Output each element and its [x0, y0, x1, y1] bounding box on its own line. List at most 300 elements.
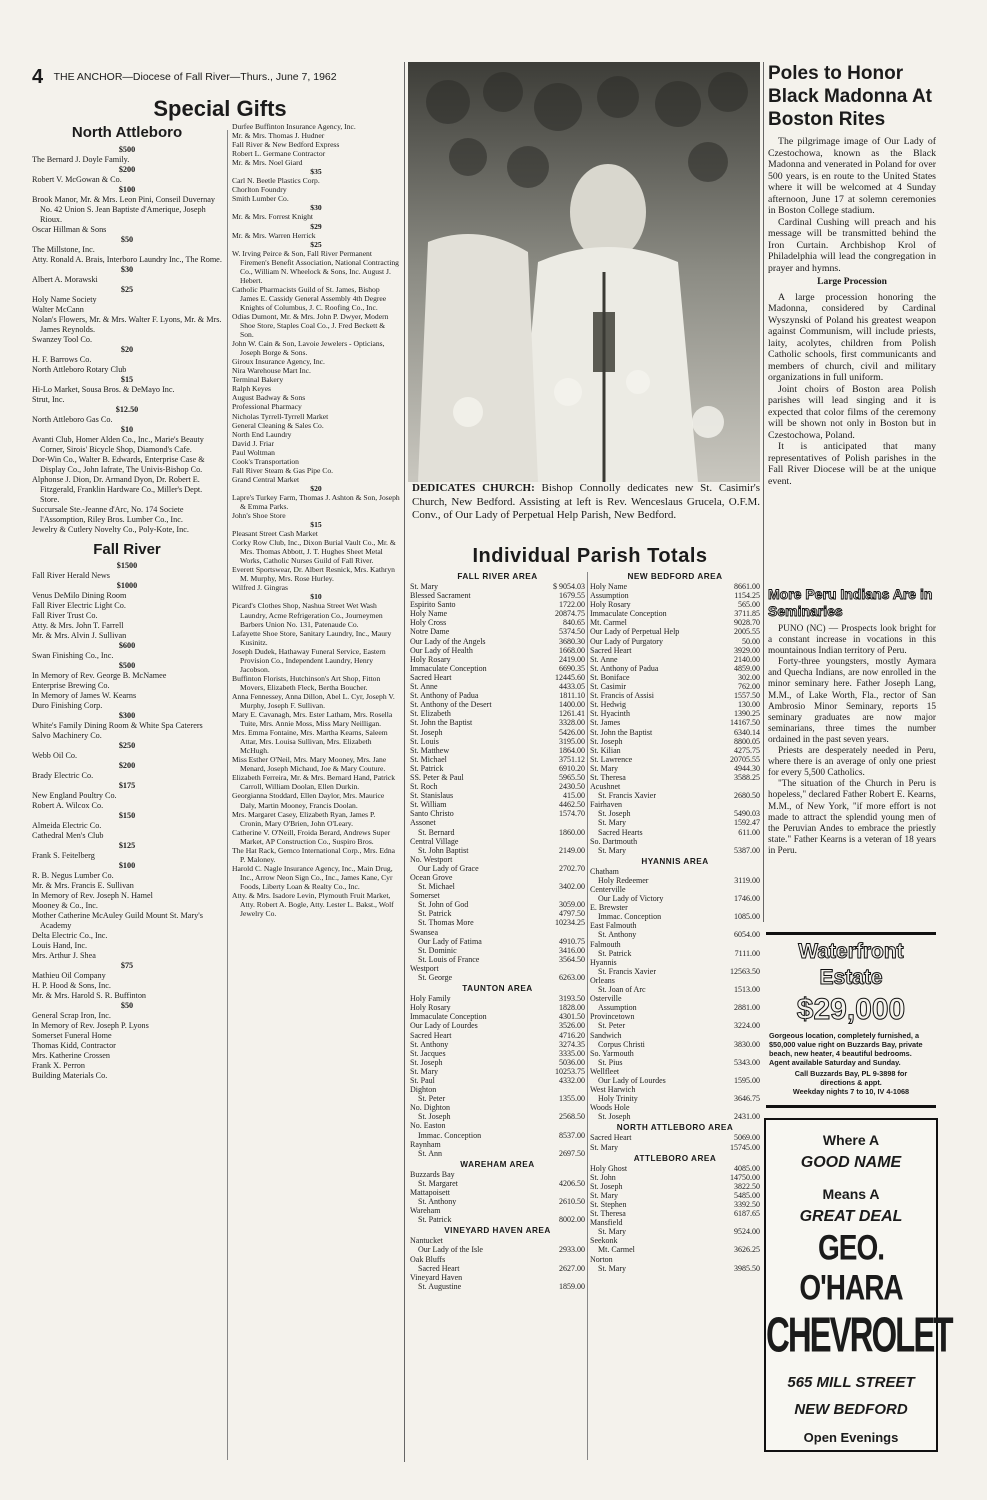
parish-row	[410, 591, 585, 600]
photo-caption-text: Bishop Connolly dedicates new St. Casimir's Church, New Bedford. Assisting at left is Rev. Wenceslaus Grucela, O.F.M. Conv., of Our Lady of Perpetual Help Parish, New Bedford.	[412, 482, 760, 521]
parish-amount: 8537.00	[559, 1130, 585, 1140]
parish-row	[410, 800, 585, 809]
parish-amount: 2627.00	[559, 1263, 585, 1273]
parish-amount: 5426.00	[559, 727, 585, 737]
parish-row	[410, 909, 585, 918]
parish-amount: 6263.00	[559, 973, 585, 983]
parish-name: Espirito Santo	[410, 600, 456, 610]
parish-amount: 2610.50	[559, 1197, 585, 1207]
parish-amount: 5374.50	[559, 627, 585, 637]
parish-amount: 1668.00	[559, 645, 585, 655]
donor-entry: In Memory of Rev. Joseph N. Hamel	[32, 891, 153, 900]
parish-row	[410, 873, 585, 882]
parish-row	[590, 664, 760, 673]
parish-amount: 5069.00	[734, 1133, 760, 1143]
donor-entry: Elizabeth Ferreira, Mr. & Mrs. Bernard Hand, Patrick Carroll, William Doolan, Ellen Durkin.	[232, 773, 396, 792]
parish-amount: 2431.00	[734, 1112, 760, 1122]
donor-entry: Catholic Pharmacists Guild of St. James, Bishop James E. Cassidy General Assembly 4th Degree Knights of Columbus, J. C. Roofing Co., Inc.	[232, 284, 387, 312]
gift-amount: $1500	[116, 561, 138, 570]
parish-area-heading: NEW BEDFORD AREA	[627, 572, 723, 581]
donor-entry: Fall River & New Bedford Express	[232, 140, 340, 150]
photo-caption-lead: DEDICATES CHURCH:	[412, 482, 535, 494]
parish-row	[590, 1021, 760, 1030]
parish-name: Sacred Heart	[590, 645, 632, 655]
parish-amount: 8661.00	[734, 582, 760, 591]
parish-name: St. Francis of Assisi	[590, 691, 655, 701]
parish-table	[590, 1133, 760, 1151]
parish-name: St. Joseph	[590, 1181, 623, 1191]
parish-row	[410, 918, 585, 927]
parish-amount: 1557.50	[734, 691, 760, 701]
parish-table	[590, 1164, 760, 1273]
parish-name: Our Lady of Grace	[418, 863, 479, 873]
parish-row	[410, 855, 585, 864]
donor-entry: Swan Finishing Co., Inc.	[32, 651, 114, 660]
parish-row	[590, 1182, 760, 1191]
parish-name: St. Joseph	[410, 727, 443, 737]
parish-row	[590, 746, 760, 755]
donor-entry: Corky Row Club, Inc., Dixon Burial Vault Co., Mr. & Mrs. Thomas Abbott, J. T. Hughes Sheet Metal Works, Catholic Nurses Guild of Fall River.	[232, 538, 396, 566]
parish-amount: 14167.50	[730, 718, 760, 728]
dedication-photo-image	[408, 62, 760, 482]
parish-amount: 5490.03	[734, 809, 760, 819]
parish-row	[590, 591, 760, 600]
parish-row	[410, 1112, 585, 1121]
poles-paragraph: It is anticipated that many representatives of Polish parishes in the Fall River Diocese will be at the unique event.	[768, 441, 936, 487]
ohara-ad-street: 565 MILL STREET	[787, 1374, 915, 1391]
parish-name: Seekonk	[590, 1236, 618, 1246]
parish-name: East Falmouth	[590, 921, 637, 931]
parish-row	[410, 782, 585, 791]
parish-name: St. Kilian	[590, 745, 621, 755]
parish-name: St. Dominic	[418, 945, 457, 955]
donor-entry: Nira Warehouse Mart Inc.	[232, 366, 311, 376]
parish-row	[410, 1076, 585, 1085]
parish-name: St. Theresa	[590, 1209, 626, 1219]
parish-name: Ocean Grove	[410, 873, 453, 882]
parish-name: St. Stanislaus	[410, 791, 454, 801]
parish-row	[410, 1103, 585, 1112]
parish-amount: 4433.05	[559, 682, 585, 692]
parish-amount	[710, 903, 760, 912]
parish-row	[590, 958, 760, 967]
poles-paragraph: A large procession honoring the Madonna, considered by Cardinal Wyszynski of Poland his greatest weapon against Communism, will include priests, laity, acolytes, children from Polish Catholic schools, first communicants and members of church, civil and military organizations in full uniform.	[768, 291, 936, 383]
parish-amount: 3402.00	[559, 882, 585, 892]
parish-amount: 2697.50	[559, 1148, 585, 1158]
parish-row	[410, 1179, 585, 1188]
parish-name: St. Elizabeth	[410, 709, 451, 719]
parish-name: St. John Baptist	[418, 845, 469, 855]
parish-row	[410, 1067, 585, 1076]
parish-row	[410, 891, 585, 900]
donor-entry: Webb Oil Co.	[32, 751, 78, 760]
parish-name: Sacred Hearts	[598, 827, 643, 837]
gift-amount: $175	[118, 781, 136, 790]
donor-entry: Holy Name Society	[32, 295, 97, 304]
parish-name: Osterville	[590, 994, 622, 1004]
parish-amount	[710, 1049, 760, 1058]
waterfront-ad-body: Gorgeous location, completely furnished, a $50,000 value right on Buzzards Bay, private beach, new heater, 4 beautiful bedrooms. Agent available Saturday and Sunday.	[769, 1031, 923, 1067]
poles-title: Poles to Honor Black Madonna At Boston Rites	[768, 63, 932, 130]
poles-paragraph: Cardinal Cushing will preach and his message will be transmitted behind the Iron Curtain. Archbishop Krol of Philadelphia will lead the congregation in prayer and hymns.	[768, 216, 936, 274]
parish-name: Hyannis	[590, 957, 617, 967]
parish-row	[410, 946, 585, 955]
gift-amount: $35	[310, 167, 322, 177]
parish-amount: 6340.14	[734, 727, 760, 737]
parish-row	[410, 1003, 585, 1012]
parish-amount	[534, 818, 586, 827]
parish-row	[410, 1049, 585, 1058]
donor-entry: Swanzey Tool Co.	[32, 335, 92, 344]
parish-row	[410, 627, 585, 636]
gift-amount: $250	[118, 741, 136, 750]
parish-row	[410, 1215, 585, 1224]
donor-entry: In Memory of James W. Kearns	[32, 691, 137, 700]
donor-entry: Almeida Electric Co.	[32, 821, 102, 830]
poles-article	[768, 136, 936, 487]
parish-totals-right	[590, 570, 760, 1273]
parish-name: No. Dighton	[410, 1103, 450, 1113]
parish-amount: 20705.55	[730, 754, 760, 764]
waterfront-ad-price: $29,000	[796, 993, 906, 1026]
donor-entry: Professional Pharmacy	[232, 402, 302, 412]
parish-amount: 3416.00	[559, 945, 585, 955]
parish-amount: 1828.00	[559, 1003, 585, 1013]
parish-amount: 12445.60	[555, 672, 585, 682]
parish-row	[410, 837, 585, 846]
parish-name: So. Dartmouth	[590, 836, 638, 846]
parish-row	[590, 718, 760, 727]
donor-entry: Catherine V. O'Neill, Froida Berard, Andrews Super Market, AP Construction Co., Suspiro Bros.	[232, 827, 391, 846]
parish-name: Notre Dame	[410, 627, 450, 637]
parish-name: Wellfleet	[590, 1066, 620, 1076]
parish-name: St. Anthony of Padua	[590, 663, 659, 673]
donor-entry: Anna Fennessey, Anna Dillon, Abel L. Cyr, Joseph V. Murphy, Joseph F. Sullivan.	[232, 691, 395, 710]
parish-name: No. Westport	[410, 854, 453, 864]
parish-name: St. Lawrence	[590, 754, 633, 764]
column-rule-1	[227, 130, 228, 1460]
donor-entry: Oscar Hillman & Sons	[32, 225, 107, 234]
parish-row	[590, 867, 760, 876]
parish-row	[590, 1245, 760, 1254]
parish-row	[590, 1112, 760, 1121]
parish-name: West Harwich	[590, 1085, 636, 1095]
donor-entry: Fall River Electric Light Co.	[32, 601, 126, 610]
donor-entry: W. Irving Peirce & Son, Fall River Permanent Firemen's Benefit Association, National Contracting Co., William N. Wheelock & Sons, Inc. August J. Hebert.	[232, 248, 399, 285]
donor-entry: Mr. & Mrs. Harold S. R. Buffinton	[32, 991, 147, 1000]
parish-name: St. Mary	[410, 582, 438, 591]
donor-entry: Smith Lumber Co.	[232, 194, 289, 204]
parish-name: Sandwich	[590, 1030, 622, 1040]
parish-row	[590, 682, 760, 691]
donor-entry: Georgianna Stoddard, Ellen Daylor, Mrs. Maurice Daly, Martin Mooney, Francis Doolan.	[232, 791, 385, 810]
donor-entry: Mrs. Margaret Casey, Elizabeth Ryan, James P. Cronin, Mary O'Brien, John O'Leary.	[232, 809, 376, 828]
parish-name: St. James	[590, 718, 621, 728]
parish-name: Woods Hole	[590, 1103, 630, 1113]
parish-area-heading: WAREHAM AREA	[460, 1159, 535, 1169]
parish-row	[410, 691, 585, 700]
parish-name: So. Yarmouth	[590, 1048, 634, 1058]
parish-name: Oak Bluffs	[410, 1254, 446, 1264]
parish-name: St. Mary	[410, 1066, 438, 1076]
parish-row	[590, 837, 760, 846]
parish-row	[410, 1012, 585, 1021]
parish-name: Our Lady of Victory	[598, 894, 664, 904]
donor-entry: In Memory of Rev. Joseph P. Lyons	[32, 1021, 149, 1030]
parish-row	[410, 637, 585, 646]
gift-amount: $50	[120, 235, 134, 244]
ohara-ad-line3: Means A	[822, 1186, 880, 1202]
gift-amount: $25	[310, 239, 322, 249]
parish-name: Sacred Heart	[590, 1133, 632, 1143]
parish-amount	[536, 1236, 585, 1245]
parish-name: Provincetown	[590, 1012, 635, 1022]
parish-row	[410, 700, 585, 709]
donor-entry: Mr. & Mrs. Warren Herrick	[232, 230, 316, 240]
parish-amount: 8002.00	[559, 1215, 585, 1225]
parish-name: St. Patrick	[410, 763, 444, 773]
parish-row	[590, 609, 760, 618]
parish-amount: 762.00	[738, 682, 760, 692]
parish-row	[590, 809, 760, 818]
donor-entry: Enterprise Brewing Co.	[32, 681, 110, 690]
parish-name: Buzzards Bay	[410, 1169, 455, 1179]
parish-row	[590, 646, 760, 655]
gift-amount: $200	[118, 165, 136, 174]
parish-row	[410, 1282, 585, 1291]
donor-entry: Fall River Steam & Gas Pipe Co.	[232, 465, 334, 475]
parish-amount: 4462.50	[559, 800, 585, 810]
donor-entry: White's Family Dining Room & White Spa Caterers	[32, 721, 203, 730]
parish-amount	[534, 891, 586, 900]
parish-amount	[689, 1255, 760, 1264]
parish-amount: 8800.05	[734, 736, 760, 746]
parish-row	[410, 1094, 585, 1103]
donor-entry: North Attleboro Gas Co.	[32, 415, 113, 424]
parish-amount: 5036.00	[559, 1057, 585, 1067]
gift-amount: $200	[118, 761, 136, 770]
parish-name: Santo Christo	[410, 809, 454, 819]
parish-row	[410, 1121, 585, 1130]
parish-amount: 5485.00	[734, 1190, 760, 1200]
parish-name: Immaculate Conception	[590, 609, 667, 619]
parish-row	[590, 1040, 760, 1049]
parish-name: Mansfield	[590, 1218, 623, 1228]
donor-entry: Mr. & Mrs. Forrest Knight	[232, 212, 314, 222]
parish-row	[410, 1040, 585, 1049]
parish-name: Holy Name	[410, 609, 448, 619]
donor-entry: North Attleboro Rotary Club	[32, 365, 127, 374]
donor-entry: Atty. & Mrs. Isadore Levin, Plymouth Fruit Market, Atty. Robert A. Bogle, Atty. Lester L. Bakst., Wolf Jewelry Co.	[232, 890, 394, 919]
parish-name: St. Mary	[598, 845, 626, 855]
gift-amount: $75	[120, 961, 134, 970]
parish-totals-title: Individual Parish Totals	[472, 545, 708, 567]
parish-name: Our Lady of Fatima	[418, 936, 482, 946]
parish-name: Sacred Heart	[410, 1030, 452, 1040]
parish-row	[410, 673, 585, 682]
parish-name: St. Stephen	[590, 1200, 627, 1209]
parish-name: St. Michael	[418, 882, 455, 892]
ohara-chevrolet-ad	[764, 1118, 952, 1452]
parish-area-heading: TAUNTON AREA	[462, 984, 533, 994]
parish-name: St. Mary	[598, 1227, 626, 1237]
gift-amount: $100	[118, 185, 136, 194]
donor-entry: Brook Manor, Mr. & Mrs. Leon Pini, Conseil Duvernay No. 42 Union S. Jean Baptiste d'Amerique, Joseph Rioux.	[32, 195, 215, 224]
parish-amount: 840.65	[563, 618, 585, 628]
parish-row	[410, 755, 585, 764]
parish-amount	[533, 1121, 585, 1130]
parish-amount: 5965.50	[559, 772, 585, 782]
parish-name: Mt. Carmel	[598, 1245, 635, 1255]
parish-amount: 1722.00	[559, 600, 585, 610]
parish-name: St. Matthew	[410, 745, 450, 755]
parish-row	[410, 709, 585, 718]
parish-row	[590, 1191, 760, 1200]
parish-row	[590, 1236, 760, 1245]
parish-amount	[536, 1255, 585, 1264]
parish-row	[590, 846, 760, 855]
parish-amount: 3335.00	[559, 1048, 585, 1058]
parish-amount: 3564.50	[559, 954, 585, 964]
waterfront-ad-weekday: Weekday nights 7 to 10, IV 4-1068	[792, 1087, 910, 1096]
parish-amount: 2140.00	[734, 654, 760, 664]
parish-name: St. William	[410, 800, 447, 810]
parish-row	[590, 737, 760, 746]
parish-area-heading: FALL RIVER AREA	[457, 572, 538, 581]
parish-amount: 1400.00	[559, 700, 585, 710]
parish-row	[410, 600, 585, 609]
parish-name: Our Lady of the Isle	[418, 1245, 483, 1255]
parish-name: Somerset	[410, 891, 440, 901]
parish-amount: 3526.00	[559, 1021, 585, 1031]
parish-amount	[710, 1031, 760, 1040]
parish-row	[590, 700, 760, 709]
ohara-ad-line2: GOOD NAME	[800, 1154, 902, 1171]
parish-amount	[533, 1085, 585, 1094]
donor-entry: Ralph Keyes	[232, 384, 272, 394]
parish-amount: 6054.00	[734, 930, 760, 940]
donor-entry: Atty. & Mrs. John T. Farrell	[32, 621, 124, 630]
gift-amount: $30	[310, 203, 322, 213]
parish-name: St. Anthony	[410, 1039, 449, 1049]
parish-amount	[710, 1085, 760, 1094]
parish-name: Sacred Heart	[410, 672, 452, 682]
parish-row	[590, 1209, 760, 1218]
column-rule-2	[404, 62, 405, 1462]
donor-entry: John W. Cain & Son, Lavoie Jewelers - Opticians, Joseph Borge & Sons.	[232, 339, 385, 358]
donor-entry: Mr. & Mrs. Noel Giard	[232, 158, 303, 168]
parish-row	[410, 773, 585, 782]
fall-river-heading: Fall River	[93, 541, 161, 558]
parish-name: Our Lady of Purgatory	[590, 636, 663, 646]
parish-amount: 3588.25	[734, 772, 760, 782]
donor-entry: Alphonse J. Dion, Dr. Armand Dyon, Dr. Robert E. Fitzgerald, Franklin Hardware Co., Miller's Dept. Store.	[32, 475, 203, 504]
donor-entry: Fall River Herald News	[32, 571, 110, 580]
parish-amount: 50.00	[742, 636, 760, 646]
gift-amount: $20	[120, 345, 134, 354]
parish-row	[590, 1003, 760, 1012]
parish-name: Assumption	[598, 1003, 637, 1013]
parish-amount: 1859.00	[559, 1281, 585, 1291]
parish-amount: 2419.00	[559, 654, 585, 664]
parish-name: St. Patrick	[418, 1215, 452, 1225]
parish-name: St. Louis of France	[418, 954, 480, 964]
parish-amount: 4797.50	[559, 909, 585, 919]
donor-entry: Giroux Insurance Agency, Inc.	[232, 357, 325, 367]
parish-row	[410, 791, 585, 800]
parish-name: St. Anthony of the Desert	[410, 700, 492, 710]
parish-name: St. Anthony of Padua	[410, 691, 479, 701]
parish-amount	[710, 885, 760, 894]
parish-name: St. Casimir	[590, 682, 627, 692]
parish-name: Swansea	[410, 927, 438, 937]
parish-row	[590, 921, 760, 930]
parish-name: Holy Name	[590, 582, 628, 591]
parish-name: Fairhaven	[590, 800, 622, 810]
parish-row	[410, 900, 585, 909]
parish-amount: 4085.00	[734, 1163, 760, 1173]
parish-name: St. Joseph	[418, 1112, 451, 1122]
parish-name: No. Easton	[410, 1121, 446, 1131]
parish-amount: 15745.00	[730, 1142, 760, 1152]
parish-amount: 4716.20	[559, 1030, 585, 1040]
parish-amount	[520, 1206, 585, 1215]
parish-name: St. Peter	[598, 1021, 626, 1031]
ohara-ad-city: NEW BEDFORD	[794, 1401, 908, 1418]
parish-row	[590, 1076, 760, 1085]
parish-amount: 1595.00	[734, 1075, 760, 1085]
parish-name: Holy Trinity	[598, 1094, 638, 1104]
parish-amount: 130.00	[738, 700, 760, 710]
parish-row	[590, 782, 760, 791]
parish-row	[590, 885, 760, 894]
parish-row	[410, 1085, 585, 1094]
donor-entry: Somerset Funeral Home	[32, 1031, 112, 1040]
parish-name: Norton	[590, 1254, 613, 1264]
parish-name: Assonet	[410, 818, 436, 828]
parish-amount: 10253.75	[555, 1066, 585, 1076]
parish-name: St. Bernard	[418, 827, 455, 837]
parish-row	[410, 1031, 585, 1040]
parish-row	[410, 973, 585, 982]
parish-name: Immac. Conception	[598, 912, 662, 922]
parish-name: Immac. Conception	[418, 1130, 482, 1140]
parish-name: Holy Ghost	[590, 1163, 628, 1173]
parish-row	[590, 903, 760, 912]
parish-row	[410, 746, 585, 755]
parish-name: Our Lady of Lourdes	[598, 1075, 666, 1085]
gift-amount: $29	[310, 221, 322, 231]
parish-row	[590, 828, 760, 837]
parish-amount: 3626.25	[734, 1245, 760, 1255]
peru-article	[768, 624, 936, 857]
north-attleboro-heading: North Attleboro	[71, 124, 183, 141]
parish-amount: 1154.25	[734, 591, 760, 601]
gifts-column-2	[232, 122, 400, 918]
parish-amount: 2149.00	[559, 845, 585, 855]
waterfront-ad-title: Waterfront Estate	[798, 940, 904, 989]
donor-entry: Building Materials Co.	[32, 1071, 108, 1080]
parish-row	[590, 709, 760, 718]
parish-amount: 3274.35	[559, 1039, 585, 1049]
parish-name: Holy Rosary	[590, 600, 631, 610]
parish-row	[590, 627, 760, 636]
parish-row	[410, 1245, 585, 1254]
parish-amount: 565.00	[738, 600, 760, 610]
parish-name: Assumption	[590, 591, 629, 601]
parish-amount: 10234.25	[555, 918, 585, 928]
parish-amount: 3224.00	[734, 1021, 760, 1031]
